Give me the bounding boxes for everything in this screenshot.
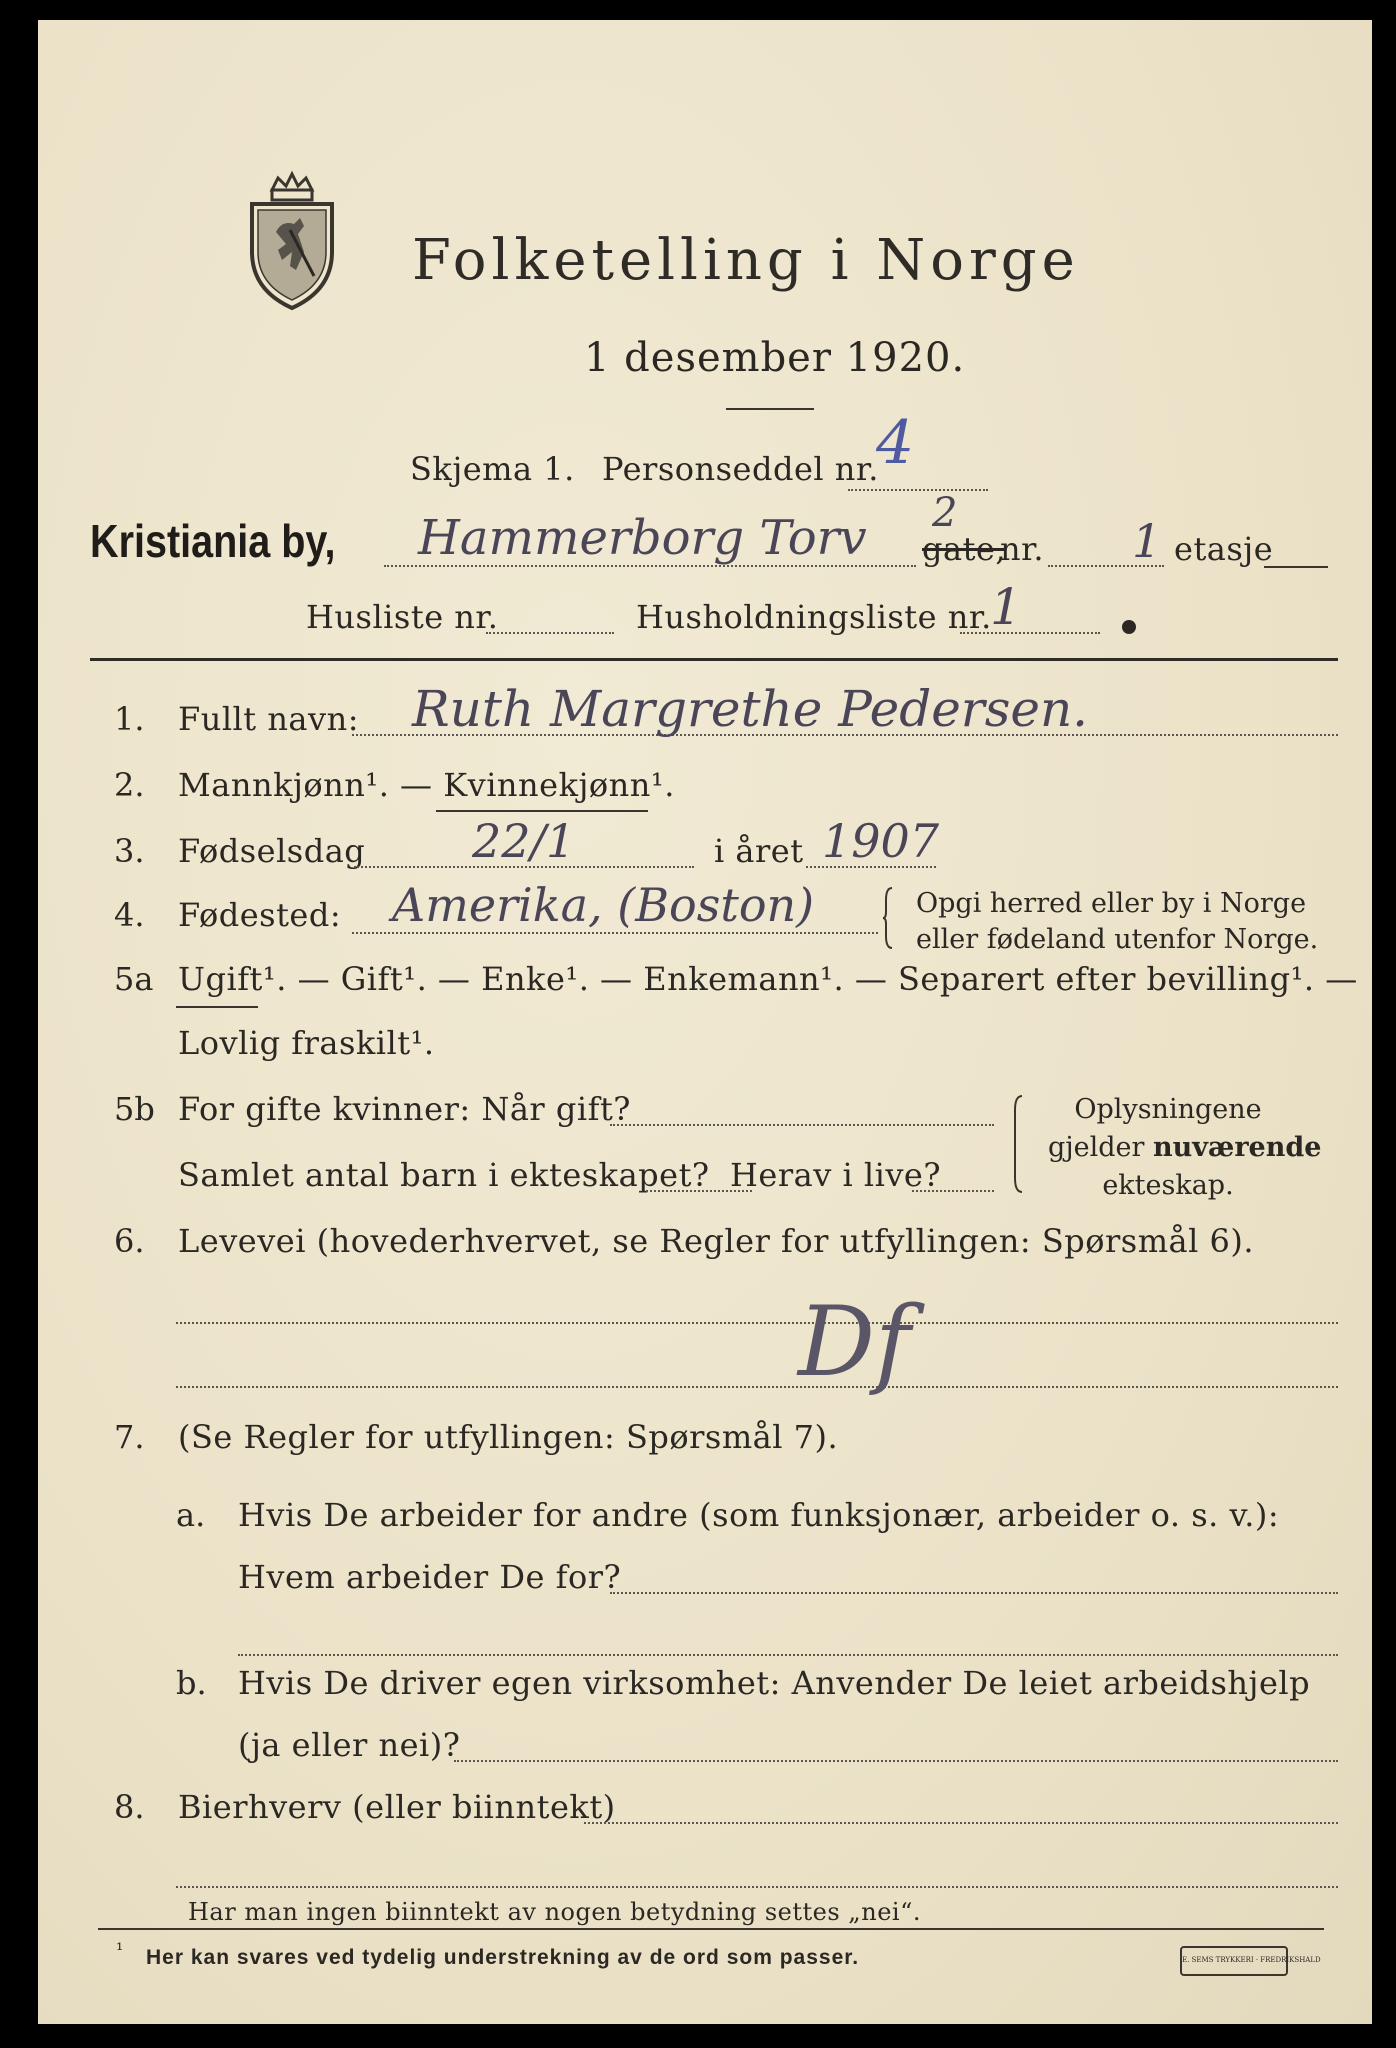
- q4-line: [352, 932, 878, 934]
- q5b-note-2: [1048, 1132, 1322, 1163]
- personseddel-label: Personseddel nr.: [602, 450, 879, 488]
- q5a-text-1: Ugift¹. — Gift¹. — Enke¹. — Enkemann¹. — Separert efter bevilling¹. —: [178, 960, 1358, 998]
- q1-label: Fullt navn:: [178, 700, 359, 738]
- q7b-text-2: (ja eller nei)?: [238, 1726, 461, 1764]
- q5a-text-2: Lovlig fraskilt¹.: [178, 1024, 435, 1062]
- nr-label: nr.: [1000, 530, 1045, 568]
- q4-value: Amerika, (Boston): [392, 878, 815, 932]
- q4-label: Fødested:: [178, 896, 342, 934]
- q3-number: 3.: [114, 832, 145, 870]
- street-sup: 2: [932, 490, 958, 536]
- q6-line-2: [176, 1386, 1338, 1388]
- q4-number: 4.: [114, 896, 145, 934]
- q8-text: Bierhverv (eller biinntekt): [178, 1788, 616, 1826]
- q7a-line-2: [238, 1654, 1338, 1656]
- q5b-note-1: Oplysningene: [1074, 1094, 1262, 1125]
- q4-note-2: eller fødeland utenfor Norge.: [916, 924, 1319, 955]
- q2-number: 2.: [114, 766, 145, 804]
- q5b-note-3: ekteskap.: [1102, 1170, 1234, 1201]
- street-value: Hammerborg Torv: [418, 510, 867, 566]
- q7-text: (Se Regler for utfyllingen: Spørsmål 7).: [178, 1418, 839, 1456]
- personseddel-line: [848, 489, 988, 491]
- census-date: 1 desember 1920.: [584, 335, 966, 381]
- ink-dot: [1122, 620, 1136, 634]
- q6-text: Levevei (hovederhvervet, se Regler for utfyllingen: Spørsmål 6).: [178, 1222, 1255, 1260]
- q2-text: Mannkjønn¹. — Kvinnekjønn¹.: [178, 766, 675, 804]
- husliste-label: Husliste nr.: [306, 598, 499, 636]
- q4-brace-icon: [882, 886, 896, 950]
- q8-number: 8.: [114, 1788, 145, 1826]
- q7a-text-2: Hvem arbeider De for?: [238, 1558, 622, 1596]
- q7b-text-1: Hvis De driver egen virksomhet: Anvender De leiet arbeidshjelp: [238, 1664, 1311, 1702]
- etasje-line: [1264, 566, 1328, 568]
- q7a-text-1: Hvis De arbeider for andre (som funksjonær, arbeider o. s. v.):: [238, 1496, 1280, 1534]
- q8-line-2: [176, 1886, 1338, 1888]
- q5a-number: 5a: [114, 960, 154, 998]
- q5b-brace-icon: [1010, 1094, 1024, 1194]
- city-label: Kristiania by,: [90, 515, 336, 567]
- q5b-label-1: For gifte kvinner: Når gift?: [178, 1090, 631, 1128]
- q7-number: 7.: [114, 1418, 145, 1456]
- q2-underline: [436, 810, 648, 812]
- q1-number: 1.: [114, 700, 145, 738]
- nr-value: 1: [1132, 514, 1162, 568]
- form-title: Folketelling i Norge: [412, 228, 1080, 293]
- q8-note: Har man ingen biinntekt av nogen betydning settes „nei“.: [188, 1898, 921, 1926]
- census-form: [38, 20, 1372, 2024]
- q5b-label-2: Samlet antal barn i ekteskapet?: [178, 1156, 710, 1194]
- schema-label: Skjema 1.: [410, 450, 575, 488]
- q3-year-value: 1907: [822, 814, 940, 868]
- husholdning-line: [960, 632, 1100, 634]
- husholdning-value: 1: [990, 578, 1022, 636]
- q5b-note-2b: nuværende: [1153, 1132, 1322, 1163]
- q5b-line-3: [912, 1190, 994, 1192]
- q8-line-1: [584, 1822, 1338, 1824]
- gate-label: gate,: [922, 530, 1007, 568]
- etasje-label: etasje: [1174, 530, 1274, 568]
- q5a-underline: [176, 1006, 258, 1008]
- q5b-label-3: Herav i live?: [730, 1156, 942, 1194]
- footnote-mark: ¹: [116, 1940, 124, 1961]
- q5b-line-1: [610, 1124, 994, 1126]
- q3-label: Fødselsdag: [178, 832, 366, 870]
- q4-note-1: Opgi herred eller by i Norge: [916, 888, 1307, 919]
- q7b-letter: b.: [176, 1664, 207, 1702]
- printer-stamp: E. SEMS TRYKKERI · FREDRIKSHALD: [1180, 1946, 1288, 1976]
- q6-number: 6.: [114, 1222, 145, 1260]
- q7a-line-1: [610, 1592, 1338, 1594]
- title-rule: [726, 408, 814, 410]
- personseddel-value: 4: [876, 408, 915, 478]
- q3-value: 22/1: [472, 814, 576, 868]
- coat-of-arms-icon: [242, 172, 342, 312]
- q7b-line: [454, 1760, 1338, 1762]
- footnote-text: Her kan svares ved tydelig understrekning av de ord som passer.: [146, 1946, 860, 1969]
- footnote-rule: [98, 1928, 1324, 1930]
- q6-value: Df: [798, 1286, 911, 1398]
- q7a-letter: a.: [176, 1496, 206, 1534]
- header-rule: [90, 658, 1338, 661]
- q6-line-1: [176, 1322, 1338, 1324]
- q5b-note-2a: gjelder: [1048, 1132, 1145, 1163]
- q5b-number: 5b: [114, 1090, 155, 1128]
- husliste-line: [486, 632, 614, 634]
- q3-year-label: i året: [714, 832, 804, 870]
- q1-value: Ruth Margrethe Pedersen.: [412, 680, 1089, 738]
- husholdning-label: Husholdningsliste nr.: [636, 598, 992, 636]
